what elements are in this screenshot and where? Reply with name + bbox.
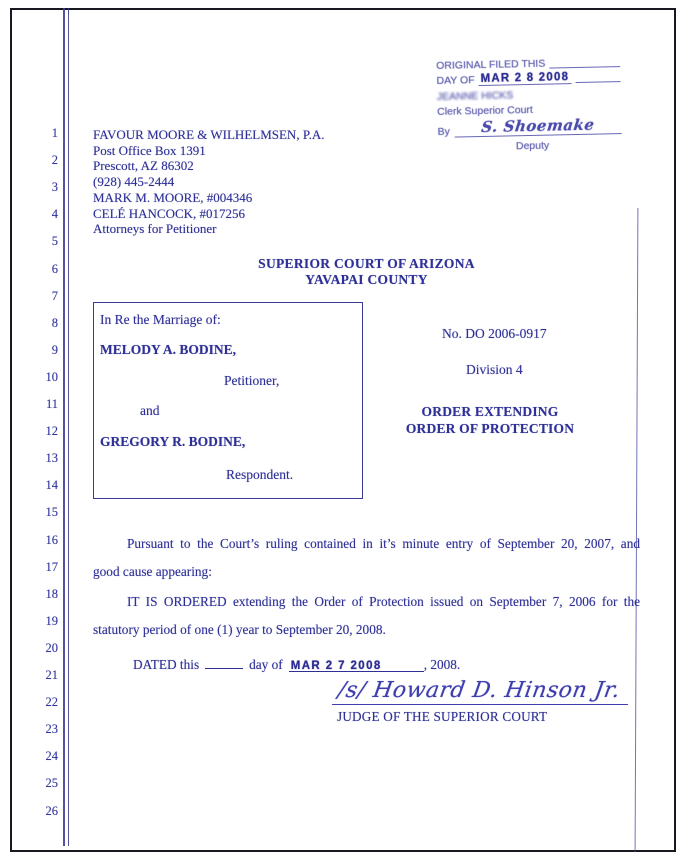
stamp-text: DAY OF (436, 74, 475, 87)
line-number-3: 3 (51, 180, 58, 195)
line-number-13: 13 (45, 451, 58, 466)
clerk-title: Clerk Superior Court (437, 103, 533, 118)
line-number-5: 5 (51, 234, 58, 249)
court-county: YAVAPAI COUNTY (305, 272, 428, 287)
attorney-name-1: MARK M. MOORE, #004346 (93, 189, 253, 205)
court-name: SUPERIOR COURT OF ARIZONA (258, 256, 475, 271)
left-margin-rule-outer (63, 8, 65, 846)
case-division: Division 4 (466, 362, 523, 377)
line-number-17: 17 (45, 559, 58, 574)
firm-address-line2: Prescott, AZ 86302 (93, 158, 194, 174)
deputy-signature: S. Shoemake (480, 115, 596, 137)
line-number-8: 8 (51, 315, 58, 330)
dated-month-blank (289, 657, 424, 672)
line-number-20: 20 (45, 640, 58, 655)
dated-blank-day (205, 656, 243, 669)
caption-and: and (140, 403, 160, 418)
firm-phone: (928) 445-2444 (93, 174, 175, 190)
body-paragraph1-line1: Pursuant to the Court’s ruling contained in it’s minute entry of September 20, 2007, and (127, 536, 640, 551)
dated-line (133, 656, 460, 673)
dated-middle: day of (249, 657, 283, 672)
caption-intro: In Re the Marriage of: (100, 312, 221, 327)
stamp-text: By (437, 125, 450, 138)
line-number-4: 4 (51, 207, 58, 222)
attorney-name-2: CELÉ HANCOCK, #017256 (93, 205, 246, 221)
document-title-line2: ORDER OF PROTECTION (405, 420, 575, 436)
petitioner-name: MELODY A. BODINE, (100, 342, 237, 357)
line-number-12: 12 (45, 424, 58, 439)
line-number-2: 2 (51, 153, 58, 168)
firm-address-line1: Post Office Box 1391 (93, 142, 206, 158)
stamp-line-by (437, 114, 621, 138)
dated-date-stamp: MAR 2 7 2008 (290, 660, 382, 672)
attorney-block (93, 127, 325, 237)
line-number-26: 26 (45, 803, 58, 818)
body-paragraph2-line2: statutory period of one (1) year to September 20, 2008. (93, 622, 386, 637)
document-title (390, 404, 590, 437)
body-paragraph2-line1: IT IS ORDERED extending the Order of Protection issued on September 7, 2006 for the (127, 594, 640, 609)
line-number-24: 24 (45, 749, 58, 764)
document-title-line1: ORDER EXTENDING (421, 404, 559, 419)
line-number-1: 1 (51, 126, 58, 140)
deputy-label: Deputy (515, 139, 550, 152)
clerk-name: JEANNE HICKS (436, 88, 514, 103)
line-number-11: 11 (45, 397, 58, 411)
clerk-filing-stamp (436, 52, 622, 153)
line-number-9: 9 (51, 342, 58, 357)
dated-prefix: DATED this (133, 657, 200, 672)
line-number-22: 22 (45, 695, 58, 710)
body-paragraph1-line2: good cause appearing: (93, 564, 212, 579)
judge-title: JUDGE OF THE SUPERIOR COURT (337, 709, 548, 724)
line-number-25: 25 (45, 776, 58, 791)
attorney-role: Attorneys for Petitioner (93, 221, 217, 237)
left-margin-rule-inner (68, 8, 70, 846)
respondent-role: Respondent. (226, 467, 294, 482)
line-number-6: 6 (51, 261, 58, 276)
line-number-19: 19 (45, 613, 58, 628)
line-number-15: 15 (45, 505, 58, 520)
deputy-signature-rule (455, 116, 622, 137)
line-number-21: 21 (45, 668, 58, 682)
line-number-14: 14 (45, 478, 58, 493)
line-number-10: 10 (45, 369, 58, 384)
petitioner-role: Petitioner, (224, 373, 280, 388)
firm-name: FAVOUR MOORE & WILHELMSEN, P.A. (93, 127, 325, 142)
stamp-filed-date: MAR 2 8 2008 (478, 71, 571, 86)
line-number-7: 7 (51, 288, 58, 303)
stamp-text: ORIGINAL FILED THIS (436, 57, 546, 72)
line-number-16: 16 (45, 532, 58, 547)
dated-suffix: , 2008. (423, 657, 461, 672)
line-number-18: 18 (45, 586, 58, 601)
case-number: No. DO 2006-0917 (442, 326, 547, 341)
respondent-name: GREGORY R. BODINE, (100, 434, 246, 449)
judge-signature: /s/ Howard D. Hinson Jr. (332, 678, 632, 705)
line-number-23: 23 (45, 722, 58, 737)
